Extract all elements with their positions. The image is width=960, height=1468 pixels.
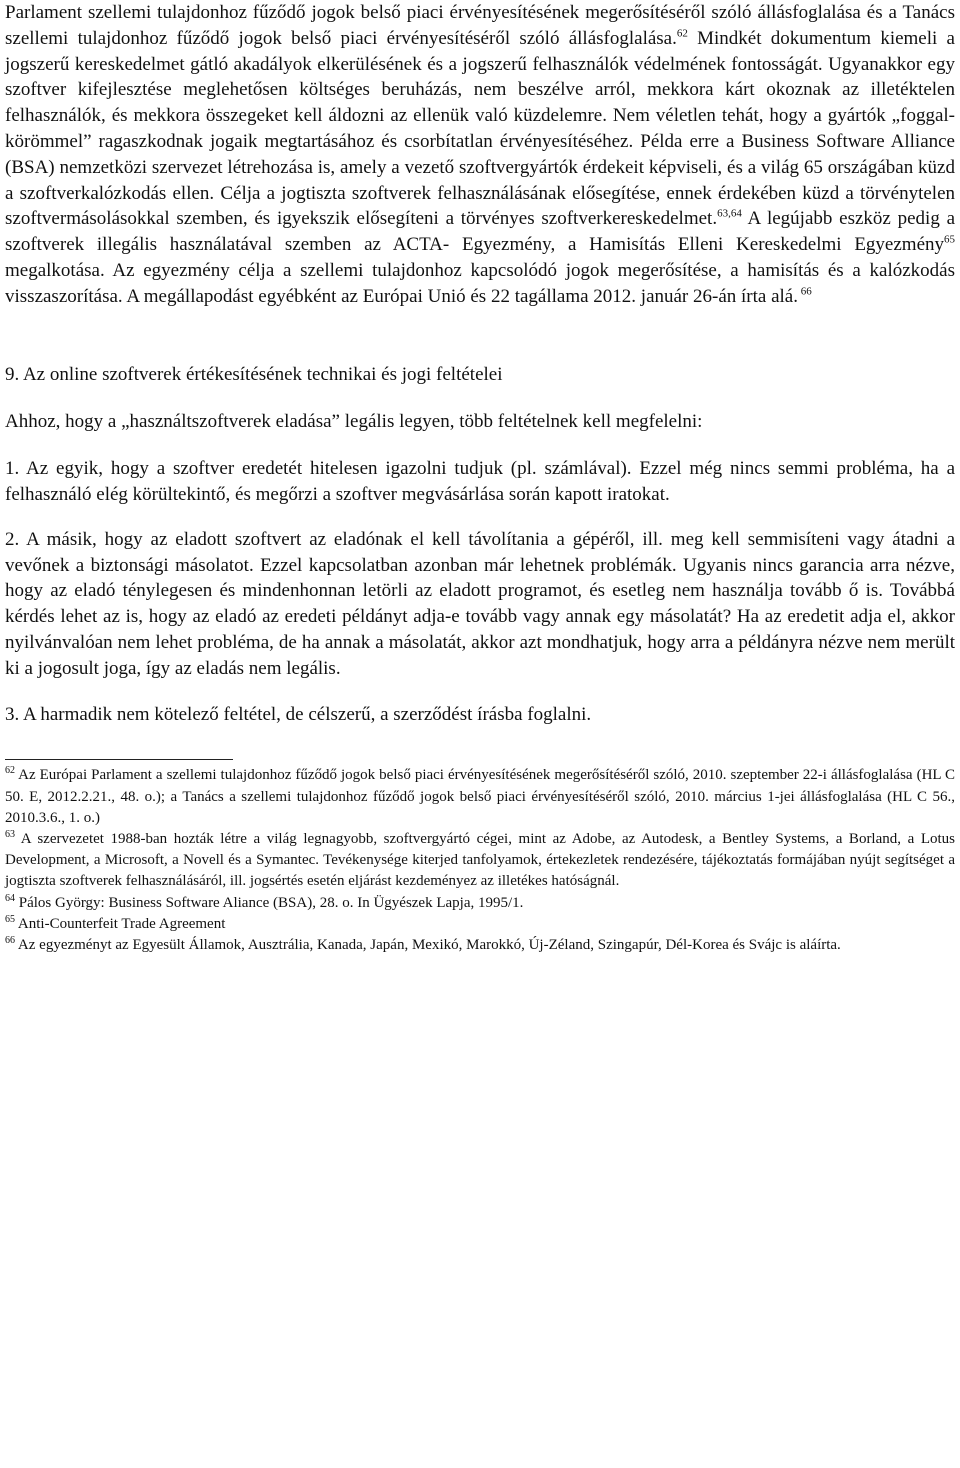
footnote-number: 63 [5, 828, 15, 840]
footnote-number: 64 [5, 892, 15, 904]
intro-paragraph: Ahhoz, hogy a „használtszoftverek eladása” legális legyen, több feltételnek kell megfelelni: [5, 411, 703, 433]
section-heading: 9. Az online szoftverek értékesítésének technikai és jogi feltételei [5, 363, 503, 385]
footnote-ref-63-64[interactable]: 63,64 [717, 208, 742, 221]
footnote-number: 62 [5, 765, 15, 777]
text-run: Mindkét dokumentum kiemeli a jogszerű kereskedelmet gátló akadályok elkerülésének és a jogszerű felhasználók védelmének fontosságát. Ugyanakkor egy szoftver kifejlesztése meglehetősen költséges beruházás, nem beszélve arról, mekkora kárt okoznak az illetéktelen felhasználók, és mekkora összegeket kell áldozni az ellenük való küzdelemre. Nem véletlen tehát, hogy a gyártók „foggal-körömmel” ragaszkodnak jogaik megtartásához és csorbítatlan érvényesítéséhez. Példa erre a Business Software Alliance (BSA) nemzetközi szervezet létrehozása is, amely a vezető szoftvergyártók érdekeit képviseli, és a világ 65 országában küzd a szoftverkalózkodás ellen. Célja a jogtiszta szoftverek felhasználásának elősegítése, ennek érdekében küzd a törvénytelen szoftvermásolásokkal szemben, és igyekszik elősegíteni a törvényes szoftverkereskedelmet. [5, 27, 955, 230]
list-item-1: 1. Az egyik, hogy a szoftver eredetét hitelesen igazolni tudjuk (pl. számlával). Ezzel még nincs semmi probléma, ha a felhasználó elég körültekintő, és megőrzi a szoftver megvásárlása során kapott iratokat. [5, 458, 955, 505]
text-run: megalkotása. Az egyezmény célja a szellemi tulajdonhoz kapcsolódó jogok megerősítése, a hamisítás és a kalózkodás visszaszorítása. A megállapodást egyébként az Európai Unió és 22 tagállama 2012. január 26-án írta alá. [5, 259, 955, 307]
list-item-3: 3. A harmadik nem kötelező feltétel, de célszerű, a szerződést írásba foglalni. [5, 703, 592, 725]
list-item-2: 2. A másik, hogy az eladott szoftvert az eladónak el kell távolítania a gépéről, ill. meg kell semmisíteni vagy átadni a vevőnek a biztonsági másolatot. Ezzel kapcsolatban azonban már lehetnek problémák. Ugyanis nincs garancia arra nézve, hogy az eladó ténylegesen és mindenhonnan letörli az eladott programot, és esetleg nem használja tovább ő is. Továbbá kérdés lehet az is, hogy az eladó az eredeti példányt adja-e tovább vagy annak egy másolatát? Ha az eredetit adja el, akkor nyilvánvalóan nem lehet probléma, de ha annak a másolatát, akkor azt mondhatjuk, hogy arra a példányra nézve nem merült ki a jogosult joga, így az eladás nem legális. [5, 528, 955, 679]
footnote-ref-66[interactable]: 66 [797, 285, 812, 298]
footnote-separator [5, 759, 233, 760]
footnote-number: 66 [5, 934, 15, 946]
footnote-text: Pálos György: Business Software Aliance (BSA), 28. o. In Ügyészek Lapja, 1995/1. [15, 894, 524, 911]
footnote-64 [5, 893, 955, 914]
footnote-text: A szervezetet 1988-ban hozták létre a világ legnagyobb, szoftvergyártó cégei, mint az Adobe, az Autodesk, a Bentley Systems, a Borland, a Lotus Development, a Microsoft, a Novell és a Symantec. Tevékenysége kiterjed tanfolyamok, értekezletek rendezésére, tájékoztatás formájában nyújt segítséget a jogtiszta szoftverek felhasználásáról, ill. jogsértés esetén eljárást kezdeményez az illetékes hatóságnál. [5, 830, 955, 890]
text-run: A legújabb eszköz pedig a szoftverek illegális használatával szemben az ACTA- Egyezmény, a Hamisítás Elleni Kereskedelmi Egyezmény [5, 208, 956, 256]
footnote-ref-62[interactable]: 62 [676, 27, 688, 40]
body-paragraph-main [5, 0, 955, 310]
text-run: Parlament szellemi tulajdonhoz fűződő jogok belső piaci érvényesítésének megerősítéséről szóló állásfoglalása és a Tanács szellemi tulajdonhoz fűződő jogok belső piaci érvényesítéséről szóló állásfoglalása. [5, 2, 955, 49]
footnote-63 [5, 829, 955, 893]
footnote-text: Az Európai Parlament a szellemi tulajdonhoz fűződő jogok belső piaci érvényesítésének megerősítéséről szóló, 2010. szeptember 22-i állásfoglalása (HL C 50. E, 2012.2.21., 48. o.); a Tanács a szellemi tulajdonhoz fűződő jogok belső piaci érvényesítéséről szóló, 2010. március 1-jei állásfoglalása (HL C 56., 2010.3.6., 1. o.) [5, 767, 955, 826]
footnote-text: Anti-Counterfeit Trade Agreement [15, 915, 226, 932]
footnote-62 [5, 765, 955, 829]
footnote-ref-65[interactable]: 65 [944, 233, 955, 246]
footnote-66 [5, 935, 955, 956]
footnotes [5, 765, 955, 956]
document-page [5, 0, 955, 956]
footnote-text: Az egyezményt az Egyesült Államok, Ausztrália, Kanada, Japán, Mexikó, Marokkó, Új-Zéland, Szingapúr, Dél-Korea és Svájc is aláírta. [15, 936, 841, 953]
footnote-65 [5, 914, 955, 935]
footnote-number: 65 [5, 913, 15, 925]
